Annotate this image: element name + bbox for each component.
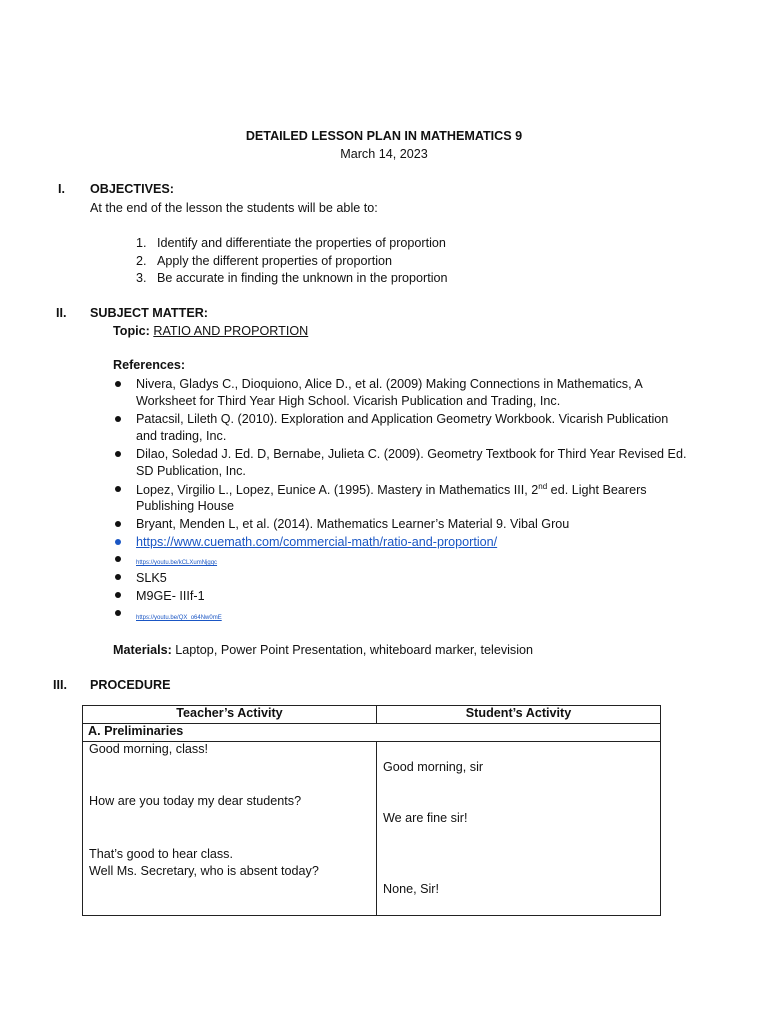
section-heading-objectives: OBJECTIVES: xyxy=(90,182,174,196)
topic-line xyxy=(113,324,308,338)
reference-link[interactable]: https://www.cuemath.com/commercial-math/ratio-and-proportion/ xyxy=(136,535,498,549)
objective-number: 2. xyxy=(136,254,147,268)
reference-line: Bryant, Menden L, et al. (2014). Mathematics Learner’s Material 9. Vibal Grou xyxy=(136,517,570,531)
objective-number: 1. xyxy=(136,236,147,250)
bullet-icon xyxy=(115,381,121,387)
reference-line: Publishing House xyxy=(136,499,235,513)
materials-line xyxy=(113,643,533,657)
topic-label: Topic: xyxy=(113,324,150,338)
bullet-icon xyxy=(115,451,121,457)
student-line: Good morning, sir xyxy=(383,760,484,774)
reference-youtube-link[interactable]: https://youtu.be/kCLXumNjgqc xyxy=(136,560,218,566)
reference-line: Patacsil, Lileth Q. (2010). Exploration and Application Geometry Workbook. Vicarish Publication xyxy=(136,412,669,426)
student-activity-cell xyxy=(377,742,661,916)
topic-value: RATIO AND PROPORTION xyxy=(153,324,309,338)
column-header-teacher: Teacher’s Activity xyxy=(83,706,377,724)
reference-line: Nivera, Gladys C., Dioquiono, Alice D., et al. (2009) Making Connections in Mathematics, A xyxy=(136,377,643,391)
student-line: None, Sir! xyxy=(383,882,439,896)
objective-item: Identify and differentiate the properties of proportion xyxy=(157,236,446,250)
procedure-table xyxy=(82,705,661,916)
bullet-icon xyxy=(115,592,121,598)
bullet-icon xyxy=(115,486,121,492)
table-subheading: A. Preliminaries xyxy=(83,724,661,742)
table-row xyxy=(83,742,661,916)
table-row xyxy=(83,724,661,742)
table-header-row xyxy=(83,706,661,724)
bullet-icon xyxy=(115,574,121,580)
materials-value: Laptop, Power Point Presentation, whiteboard marker, television xyxy=(175,643,534,657)
reference-youtube-link[interactable]: https://youtu.be/QX_o64Nw0mE xyxy=(136,615,222,621)
objective-number: 3. xyxy=(136,271,147,285)
objective-item: Be accurate in finding the unknown in the proportion xyxy=(157,271,448,285)
teacher-line: That’s good to hear class. xyxy=(89,847,233,861)
materials-label: Materials: xyxy=(113,643,172,657)
reference-line: SD Publication, Inc. xyxy=(136,464,246,478)
bullet-icon xyxy=(115,556,121,562)
reference-line: and trading, Inc. xyxy=(136,429,227,443)
teacher-line: Good morning, class! xyxy=(89,742,208,756)
section-number-subject-matter: II. xyxy=(56,306,67,320)
section-heading-procedure: PROCEDURE xyxy=(90,678,171,692)
teacher-line: How are you today my dear students? xyxy=(89,794,302,808)
document-date: March 14, 2023 xyxy=(340,147,428,161)
reference-line: Worksheet for Third Year High School. Vicarish Publication and Trading, Inc. xyxy=(136,394,561,408)
reference-line: M9GE- IIIf-1 xyxy=(136,589,205,603)
section-heading-subject-matter: SUBJECT MATTER: xyxy=(90,306,209,320)
references-label: References: xyxy=(113,358,186,372)
section-number-objectives: I. xyxy=(58,182,65,196)
objectives-intro: At the end of the lesson the students will be able to: xyxy=(90,201,378,215)
bullet-icon xyxy=(115,416,121,422)
bullet-icon xyxy=(115,539,121,545)
section-number-procedure: III. xyxy=(53,678,67,692)
column-header-student: Student’s Activity xyxy=(377,706,661,724)
reference-line: Lopez, Virgilio L., Lopez, Eunice A. (1995). Mastery in Mathematics III, 2nd ed. Light Bearers xyxy=(136,482,647,498)
teacher-activity-cell xyxy=(83,742,377,916)
teacher-line: Well Ms. Secretary, who is absent today? xyxy=(89,864,319,878)
bullet-icon xyxy=(115,610,121,616)
document-title: DETAILED LESSON PLAN IN MATHEMATICS 9 xyxy=(245,129,523,143)
objective-item: Apply the different properties of proportion xyxy=(157,254,392,268)
bullet-icon xyxy=(115,521,121,527)
reference-line: SLK5 xyxy=(136,571,167,585)
student-line: We are fine sir! xyxy=(383,811,468,825)
reference-line: Dilao, Soledad J. Ed. D, Bernabe, Julieta C. (2009). Geometry Textbook for Third Year Revised Ed. xyxy=(136,447,687,461)
